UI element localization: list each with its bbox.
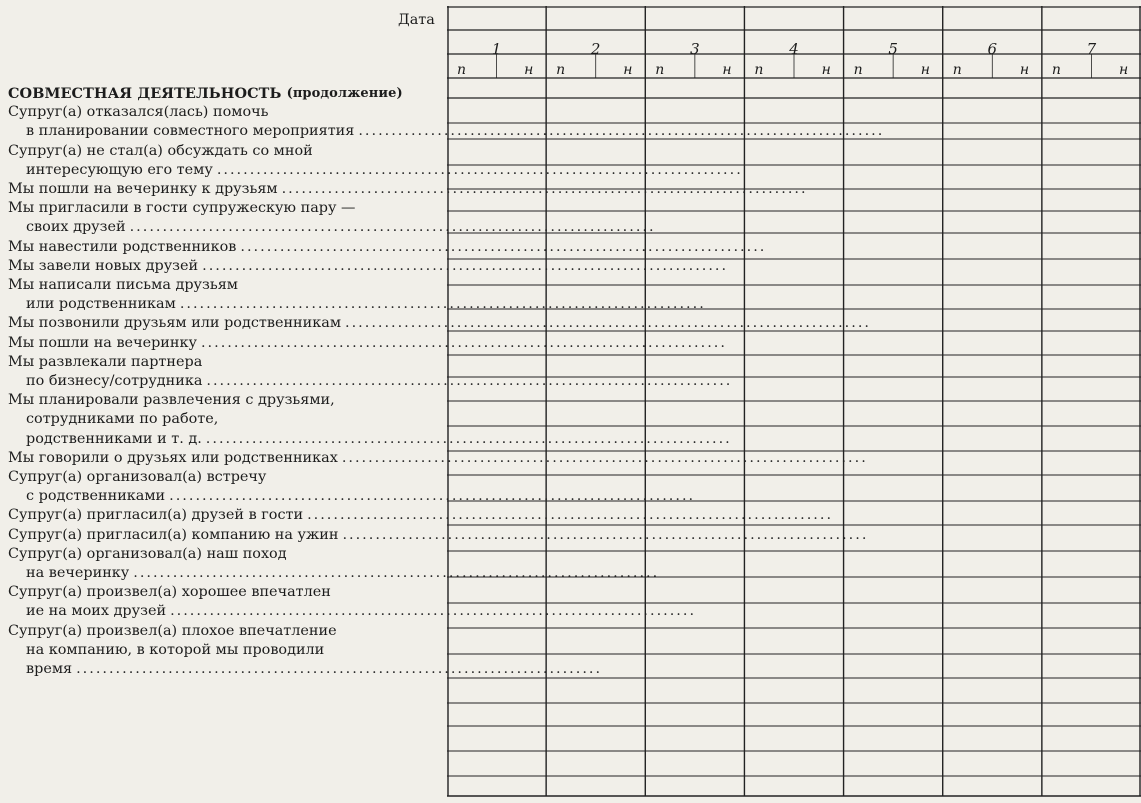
activity-line xyxy=(8,449,868,468)
activity-text: Мы пошли на вечеринку xyxy=(8,334,197,351)
activity-line xyxy=(8,295,706,314)
activity-text: своих друзей xyxy=(26,219,126,236)
column-p-label: п xyxy=(1051,62,1061,78)
activity-item xyxy=(8,199,656,237)
day-number: 7 xyxy=(1086,40,1097,58)
activity-item xyxy=(8,142,743,180)
activity-line xyxy=(8,238,767,257)
activity-line xyxy=(8,199,444,218)
activity-text: Супруг(а) не стал(а) обсуждать со мной xyxy=(8,142,313,159)
activity-line xyxy=(8,641,444,660)
activity-line xyxy=(8,487,696,506)
activity-item xyxy=(8,468,696,506)
leader-dots: ................................................................................ xyxy=(76,661,603,678)
section-title-note: (продолжение) xyxy=(286,86,403,101)
activity-item xyxy=(8,391,732,449)
activity-text: Мы завели новых друзей xyxy=(8,257,199,274)
activity-text: сотрудниками по работе, xyxy=(26,411,219,428)
activity-text: или родственникам xyxy=(26,296,176,313)
leader-dots: ................................................................................ xyxy=(358,123,885,140)
leader-dots: ................................................................................ xyxy=(129,219,656,236)
grid-lines xyxy=(447,6,1141,798)
activity-text: Супруг(а) организовал(а) встречу xyxy=(8,469,267,486)
activity-line xyxy=(8,122,885,141)
activity-item xyxy=(8,314,871,333)
activity-line xyxy=(8,430,732,449)
activity-text: Мы говорили о друзьях или родственниках xyxy=(8,449,338,466)
column-n-label: н xyxy=(920,62,930,78)
leader-dots: ................................................................................ xyxy=(345,315,871,332)
day-number: 1 xyxy=(491,40,502,58)
activity-text: Мы пошли на вечеринку к друзьям xyxy=(8,181,278,198)
activity-text: Супруг(а) произвел(а) хорошее впечатлен xyxy=(8,584,331,601)
activity-text: Супруг(а) пригласил(а) друзей в гости xyxy=(8,507,304,524)
activity-item xyxy=(8,545,660,583)
activity-line xyxy=(8,276,444,295)
activity-text: родственниками и т. д. xyxy=(26,430,202,447)
activity-item xyxy=(8,180,808,199)
activity-text: по бизнесу/сотрудника xyxy=(26,373,203,390)
activity-text: в планировании совместного мероприятия xyxy=(26,123,355,140)
activity-line xyxy=(8,257,729,276)
activity-list xyxy=(8,84,885,679)
activity-line xyxy=(8,622,444,641)
activity-line xyxy=(8,391,444,410)
leader-dots: ................................................................................ xyxy=(341,449,868,466)
activity-line xyxy=(8,218,656,237)
activity-line xyxy=(8,468,444,487)
leader-dots: ................................................................................ xyxy=(281,181,808,198)
date-label: Дата xyxy=(398,12,435,28)
activity-text: Супруг(а) организовал(а) наш поход xyxy=(8,545,287,562)
activity-text: Мы написали письма друзьям xyxy=(8,277,238,294)
leader-dots: ................................................................................ xyxy=(133,565,660,582)
activity-text: интересующую его тему xyxy=(26,161,213,178)
activity-text: Мы позвонили друзьям или родственникам xyxy=(8,315,342,332)
leader-dots: ................................................................................ xyxy=(169,488,696,505)
activity-item xyxy=(8,583,697,621)
leader-dots: ................................................................................ xyxy=(200,334,727,351)
column-n-label: н xyxy=(524,62,534,78)
activity-text: Супруг(а) пригласил(а) компанию на ужин xyxy=(8,526,339,543)
day-number: 4 xyxy=(789,40,799,58)
column-p-label: п xyxy=(457,62,467,78)
leader-dots: ................................................................................ xyxy=(179,296,706,313)
activity-line xyxy=(8,180,808,199)
activity-item xyxy=(8,334,727,353)
activity-line xyxy=(8,334,727,353)
activity-line xyxy=(8,602,697,621)
column-p-label: п xyxy=(556,62,566,78)
section-title: СОВМЕСТНАЯ ДЕЯТЕЛЬНОСТЬ xyxy=(8,85,282,102)
tracking-grid xyxy=(447,6,1141,798)
leader-dots: ................................................................................ xyxy=(170,603,697,620)
activity-line xyxy=(8,103,444,122)
leader-dots: ................................................................................ xyxy=(205,430,732,447)
leader-dots: ................................................................................ xyxy=(216,161,743,178)
activity-text: на компанию, в которой мы проводили xyxy=(26,641,325,658)
day-number: 3 xyxy=(690,40,700,58)
activity-line xyxy=(8,161,743,180)
activity-text: ие на моих друзей xyxy=(26,603,167,620)
activity-line xyxy=(8,314,871,333)
activity-line xyxy=(8,372,733,391)
activity-item xyxy=(8,526,869,545)
activity-line xyxy=(8,410,444,429)
activity-text: время xyxy=(26,661,73,678)
activity-item xyxy=(8,257,729,276)
activity-line xyxy=(8,506,834,525)
activity-text: Супруг(а) произвел(а) плохое впечатление xyxy=(8,622,337,639)
column-n-label: н xyxy=(722,62,732,78)
activity-text: на вечеринку xyxy=(26,565,130,582)
activity-item xyxy=(8,353,733,391)
column-p-label: п xyxy=(853,62,863,78)
activity-line xyxy=(8,353,444,372)
column-p-label: п xyxy=(655,62,665,78)
activity-text: Мы развлекали партнера xyxy=(8,353,203,370)
day-number: 6 xyxy=(987,40,998,58)
activity-item xyxy=(8,622,603,680)
activity-line xyxy=(8,142,444,161)
day-number: 5 xyxy=(888,40,898,58)
activity-line xyxy=(8,583,444,602)
activity-text: Мы пригласили в гости супружескую пару — xyxy=(8,200,356,217)
activity-item xyxy=(8,238,767,257)
leader-dots: ................................................................................ xyxy=(307,507,834,524)
activity-line xyxy=(8,526,869,545)
activity-text: Мы планировали развлечения с друзьями, xyxy=(8,392,335,409)
leader-dots: ................................................................................ xyxy=(206,373,733,390)
column-p-label: п xyxy=(754,62,764,78)
section-heading xyxy=(8,84,444,103)
activity-text: Мы навестили родственников xyxy=(8,238,237,255)
column-n-label: н xyxy=(1019,62,1030,78)
column-p-label: п xyxy=(952,62,962,78)
column-n-label: н xyxy=(821,62,831,78)
activity-text: Супруг(а) отказался(лась) помочь xyxy=(8,104,269,121)
activity-text: с родственниками xyxy=(26,488,166,505)
activity-item xyxy=(8,276,706,314)
column-n-label: н xyxy=(623,62,633,78)
activity-item xyxy=(8,449,868,468)
leader-dots: ................................................................................ xyxy=(240,238,767,255)
activity-item xyxy=(8,103,885,141)
leader-dots: ................................................................................ xyxy=(342,526,869,543)
activity-line xyxy=(8,564,660,583)
leader-dots: ................................................................................ xyxy=(202,257,729,274)
column-n-label: н xyxy=(1119,62,1129,78)
activity-line xyxy=(8,545,444,564)
day-number: 2 xyxy=(590,40,601,58)
activity-item xyxy=(8,506,834,525)
activity-line xyxy=(8,660,603,679)
